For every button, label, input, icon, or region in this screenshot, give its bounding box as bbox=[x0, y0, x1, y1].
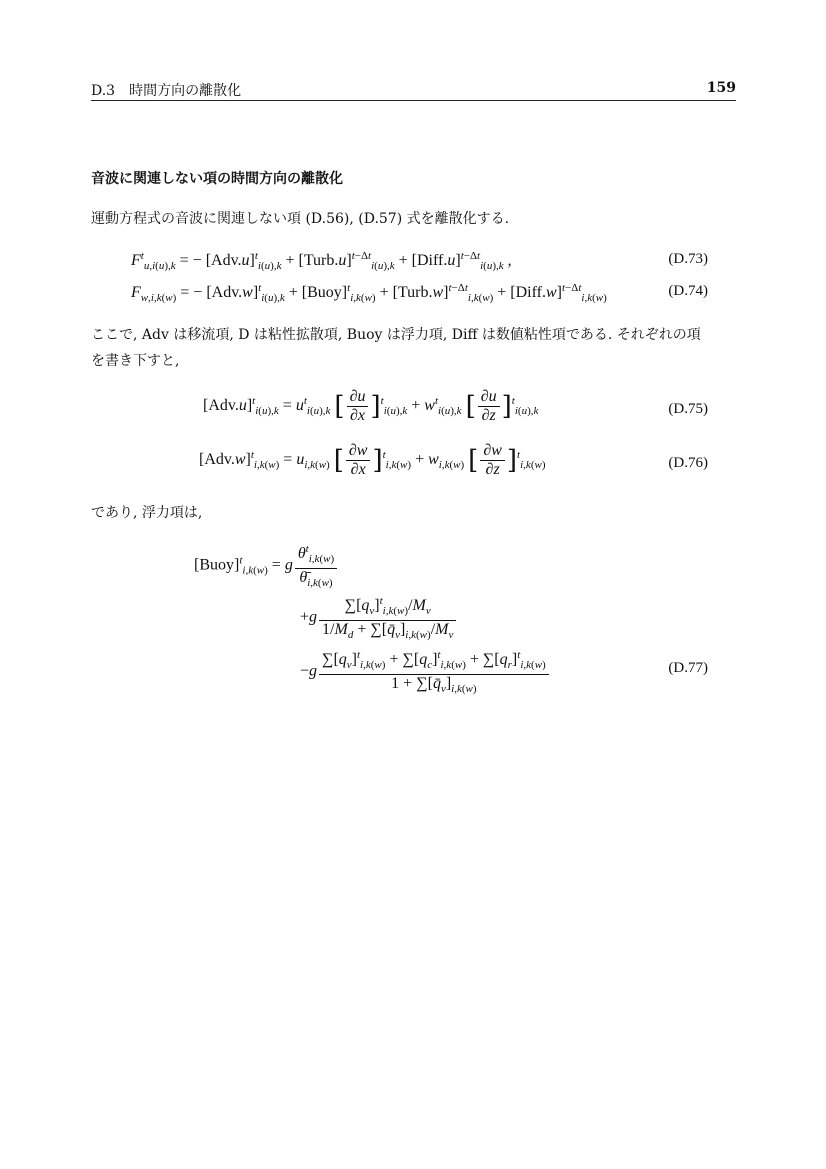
equation-number-d77: (D.77) bbox=[668, 660, 708, 676]
paragraph-2: ここで, Adv は移流項, D は粘性拡散項, Buoy は浮力項, Diff は数値粘性項である. それぞれの項を書き下すと, bbox=[91, 327, 701, 369]
equation-number-d73: (D.73) bbox=[668, 251, 708, 267]
header-section: D.3 時間方向の離散化 bbox=[91, 83, 242, 99]
equation-d73: $F^t_{u,i(u),k}$ = − $[Adv.u]^t_{i(u),k}$ + [Turb.u]$^{t-\Delta t}_{i(u),k}$ + [Diff.u]$^{t-\Delta t}_{i(u),k}$ , bbox=[131, 250, 512, 272]
paragraph-3: であり, 浮力項は, bbox=[91, 505, 203, 521]
equation-number-d75: (D.75) bbox=[668, 401, 708, 417]
equation-d77-line2: +g $\frac{\sum[q_v]^t_{i,k(w)}/M_v}{1/M_d + \sum[q̄_v]_{i,k(w)}/M_v}$ bbox=[300, 592, 458, 644]
page-number: 159 bbox=[706, 80, 736, 96]
section-heading: 音波に関連しない項の時間方向の離散化 bbox=[91, 171, 343, 187]
equation-d74: $F_{w,i,k(w)}$ = − $[Adv.w]^t_{i(u),k}$ + [Buoy]$^t_{i,k(w)}$ + [Turb.w]$^{t-\Delta t}_{i,k(w)}$ + [Diff.w]$^{t-\Delta t}_{i,k(w)}$ bbox=[131, 282, 607, 304]
running-header bbox=[91, 80, 736, 101]
equation-d77-line3: −g $\frac{\sum[q_v]^t_{i,k(w)} + \sum[q_c]^t_{i,k(w)} + \sum[q_r]^t_{i,k(w)}}{1 + \sum[q̄_v]_{i,k(w)}}$ bbox=[300, 646, 551, 698]
equation-number-d74: (D.74) bbox=[668, 283, 708, 299]
paragraph-1: 運動方程式の音波に関連しない項 (D.56), (D.57) 式を離散化する. bbox=[91, 211, 510, 227]
equation-d75: $[Adv.u]^t_{i(u),k} = u^t_{i(u),k}$ [ $\frac{\partial u}{\partial x}$ ]$^t_{i(u),k} + w^t_{i(u),k}$ [ $\frac{\partial u}{\partial z}$ ]$^t_{i(u),k}$ bbox=[203, 388, 539, 424]
equation-d77-line1: [Buoy]$^t_{i,k(w)}$ = g $\frac{\theta^t_{i,k(w)}}{\thetā_{i,k(w)}}$ bbox=[194, 540, 339, 592]
equation-number-d76: (D.76) bbox=[668, 455, 708, 471]
equation-d76: $[Adv.w]^t_{i,k(w)} = u_{i,k(w)}$ [ $\frac{\partial w}{\partial x}$ ]$^t_{i,k(w)} + w_{i,k(w)}$ [ $\frac{\partial w}{\partial z}$ ]$^t_{i,k(w)}$ bbox=[199, 442, 546, 478]
